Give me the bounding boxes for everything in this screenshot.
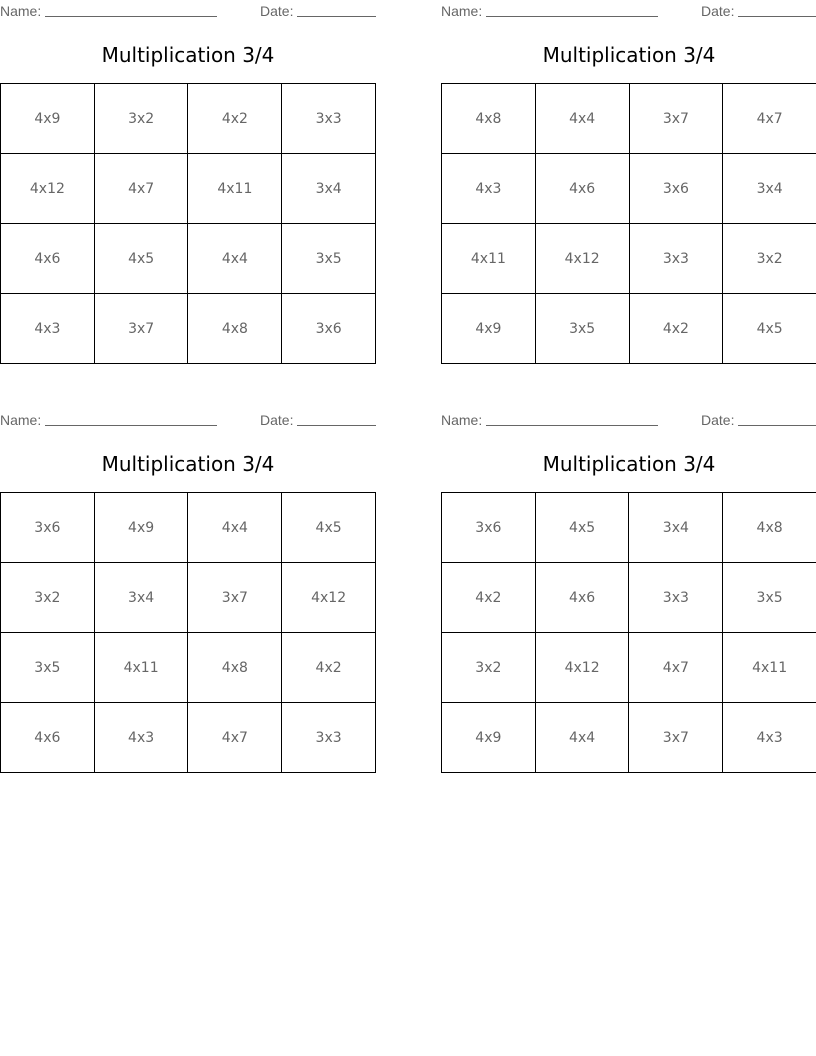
name-blank-line (486, 425, 658, 426)
problem-cell: 4x8 (723, 493, 816, 563)
problem-cell: 4x5 (94, 224, 188, 294)
problem-cell: 3x6 (629, 154, 723, 224)
worksheet-title: Multiplication 3/4 (542, 452, 716, 476)
problem-grid (0, 492, 376, 773)
problem-cell: 4x2 (442, 563, 536, 633)
worksheet-title: Multiplication 3/4 (101, 452, 275, 476)
grid-row (442, 563, 816, 633)
date-blank-line (297, 16, 376, 17)
grid-row (1, 154, 376, 224)
grid-row (1, 703, 376, 773)
name-blank-line (45, 425, 217, 426)
grid-row (1, 563, 376, 633)
problem-cell: 3x6 (1, 493, 95, 563)
problem-cell: 3x6 (282, 294, 376, 364)
problem-cell: 4x8 (188, 294, 282, 364)
problem-cell: 4x2 (629, 294, 723, 364)
problem-cell: 3x6 (442, 493, 536, 563)
problem-cell: 4x6 (1, 224, 95, 294)
problem-cell: 4x3 (1, 294, 95, 364)
problem-cell: 3x4 (94, 563, 188, 633)
problem-cell: 3x2 (94, 84, 188, 154)
name-label: Name: (0, 3, 42, 19)
name-date-row (441, 411, 816, 429)
problem-cell: 4x2 (188, 84, 282, 154)
problem-cell: 4x7 (94, 154, 188, 224)
problem-cell: 4x12 (535, 633, 629, 703)
problem-cell: 4x2 (282, 633, 376, 703)
problem-cell: 3x3 (282, 84, 376, 154)
name-label: Name: (441, 3, 483, 19)
problem-cell: 4x4 (535, 84, 629, 154)
problem-cell: 3x3 (629, 224, 723, 294)
problem-cell: 4x6 (535, 154, 629, 224)
grid-row (442, 294, 816, 364)
problem-cell: 4x6 (535, 563, 629, 633)
grid-row (442, 224, 816, 294)
problem-cell: 3x2 (723, 224, 816, 294)
date-label: Date: (701, 3, 735, 19)
grid-row (1, 633, 376, 703)
problem-grid (441, 83, 816, 364)
name-blank-line (45, 16, 217, 17)
problem-cell: 4x3 (442, 154, 536, 224)
problem-cell: 4x8 (442, 84, 536, 154)
grid-row (442, 493, 816, 563)
grid-row (1, 294, 376, 364)
grid-row (442, 633, 816, 703)
problem-cell: 4x8 (188, 633, 282, 703)
problem-cell: 4x7 (723, 84, 816, 154)
name-label: Name: (0, 412, 42, 428)
grid-row (1, 493, 376, 563)
name-label: Name: (441, 412, 483, 428)
problem-cell: 4x7 (629, 633, 723, 703)
problem-cell: 4x12 (1, 154, 95, 224)
grid-row (1, 84, 376, 154)
problem-cell: 3x3 (629, 563, 723, 633)
problem-cell: 4x9 (94, 493, 188, 563)
problem-cell: 3x5 (282, 224, 376, 294)
problem-cell: 4x7 (188, 703, 282, 773)
problem-cell: 3x7 (629, 84, 723, 154)
problem-cell: 4x11 (723, 633, 816, 703)
problem-cell: 3x2 (442, 633, 536, 703)
problem-cell: 4x6 (1, 703, 95, 773)
problem-cell: 3x5 (1, 633, 95, 703)
grid-row (1, 224, 376, 294)
problem-cell: 3x5 (535, 294, 629, 364)
worksheet-title: Multiplication 3/4 (101, 43, 275, 67)
date-blank-line (738, 16, 816, 17)
problem-cell: 4x11 (188, 154, 282, 224)
problem-cell: 4x9 (442, 294, 536, 364)
problem-cell: 3x4 (629, 493, 723, 563)
problem-cell: 4x5 (723, 294, 816, 364)
problem-cell: 3x2 (1, 563, 95, 633)
problem-grid (0, 83, 376, 364)
problem-cell: 4x12 (535, 224, 629, 294)
problem-grid (441, 492, 816, 773)
problem-cell: 3x4 (723, 154, 816, 224)
date-label: Date: (701, 412, 735, 428)
problem-cell: 3x7 (629, 703, 723, 773)
problem-cell: 3x4 (282, 154, 376, 224)
grid-row (442, 703, 816, 773)
name-blank-line (486, 16, 658, 17)
problem-cell: 4x4 (188, 224, 282, 294)
problem-cell: 3x3 (282, 703, 376, 773)
problem-cell: 4x11 (442, 224, 536, 294)
problem-cell: 4x3 (94, 703, 188, 773)
date-blank-line (297, 425, 376, 426)
name-date-row (0, 2, 376, 20)
problem-cell: 3x7 (94, 294, 188, 364)
problem-cell: 4x11 (94, 633, 188, 703)
problem-cell: 4x9 (442, 703, 536, 773)
problem-cell: 3x7 (188, 563, 282, 633)
worksheet-title: Multiplication 3/4 (542, 43, 716, 67)
problem-cell: 4x4 (535, 703, 629, 773)
grid-row (442, 154, 816, 224)
grid-row (442, 84, 816, 154)
date-label: Date: (260, 3, 294, 19)
problem-cell: 4x5 (535, 493, 629, 563)
problem-cell: 4x4 (188, 493, 282, 563)
date-blank-line (738, 425, 816, 426)
problem-cell: 3x5 (723, 563, 816, 633)
problem-cell: 4x12 (282, 563, 376, 633)
problem-cell: 4x5 (282, 493, 376, 563)
problem-cell: 4x3 (723, 703, 816, 773)
name-date-row (441, 2, 816, 20)
name-date-row (0, 411, 376, 429)
date-label: Date: (260, 412, 294, 428)
problem-cell: 4x9 (1, 84, 95, 154)
